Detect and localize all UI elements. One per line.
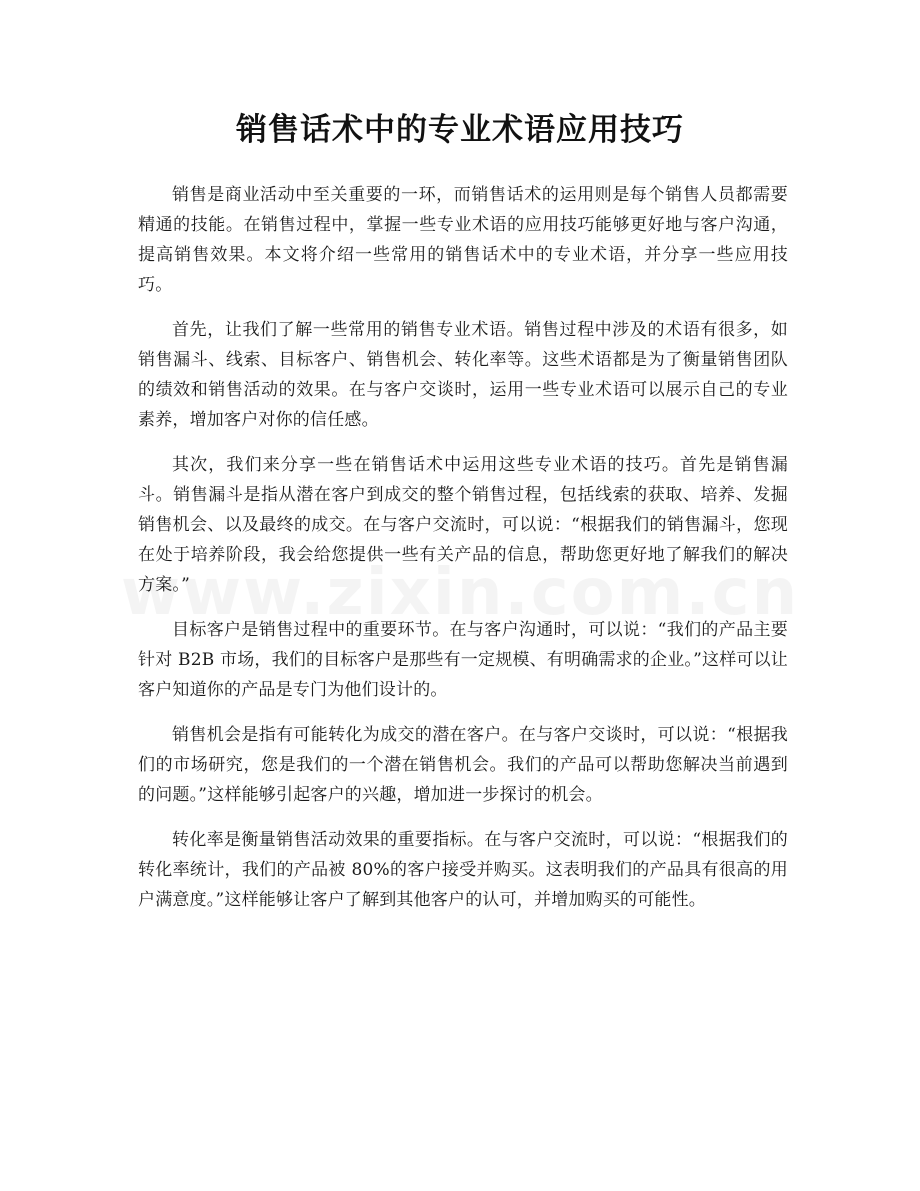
- paragraph-sales-funnel: 其次，我们来分享一些在销售话术中运用这些专业术语的技巧。首先是销售漏斗。销售漏斗是指从潜在客户到成交的整个销售过程，包括线索的获取、培养、发掘销售机会、以及最终的成交。在与客户交流时，可以说：“根据我们的销售漏斗，您现在处于培养阶段，我会给您提供一些有关产品的信息，帮助您更好地了解我们的解决方案。”: [138, 455, 788, 595]
- paragraph-sales-opportunity: 销售机会是指有可能转化为成交的潜在客户。在与客户交谈时，可以说：“根据我们的市场研究，您是我们的一个潜在销售机会。我们的产品可以帮助您解决当前遇到的问题。”这样能够引起客户的兴趣，增加进一步探讨的机会。: [138, 725, 788, 805]
- paragraph-target-customer: 目标客户是销售过程中的重要环节。在与客户沟通时，可以说：“我们的产品主要针对 B2B 市场，我们的目标客户是那些有一定规模、有明确需求的企业。”这样可以让客户知道你的产品是专门为他们设计的。: [138, 620, 788, 700]
- document-title: 销售话术中的专业术语应用技巧: [236, 112, 684, 148]
- paragraph-conversion-rate: 转化率是衡量销售活动效果的重要指标。在与客户交流时，可以说：“根据我们的转化率统计，我们的产品被 80%的客户接受并购买。这表明我们的产品具有很高的用户满意度。”这样能够让客户了解到其他客户的认可，并增加购买的可能性。: [138, 830, 788, 910]
- document-body: [138, 180, 788, 930]
- paragraph-common-terms: 首先，让我们了解一些常用的销售专业术语。销售过程中涉及的术语有很多，如销售漏斗、线索、目标客户、销售机会、转化率等。这些术语都是为了衡量销售团队的绩效和销售活动的效果。在与客户交谈时，运用一些专业术语可以展示自己的专业素养，增加客户对你的信任感。: [138, 320, 788, 430]
- paragraph-intro: 销售是商业活动中至关重要的一环，而销售话术的运用则是每个销售人员都需要精通的技能。在销售过程中，掌握一些专业术语的应用技巧能够更好地与客户沟通，提高销售效果。本文将介绍一些常用的销售话术中的专业术语，并分享一些应用技巧。: [138, 185, 788, 295]
